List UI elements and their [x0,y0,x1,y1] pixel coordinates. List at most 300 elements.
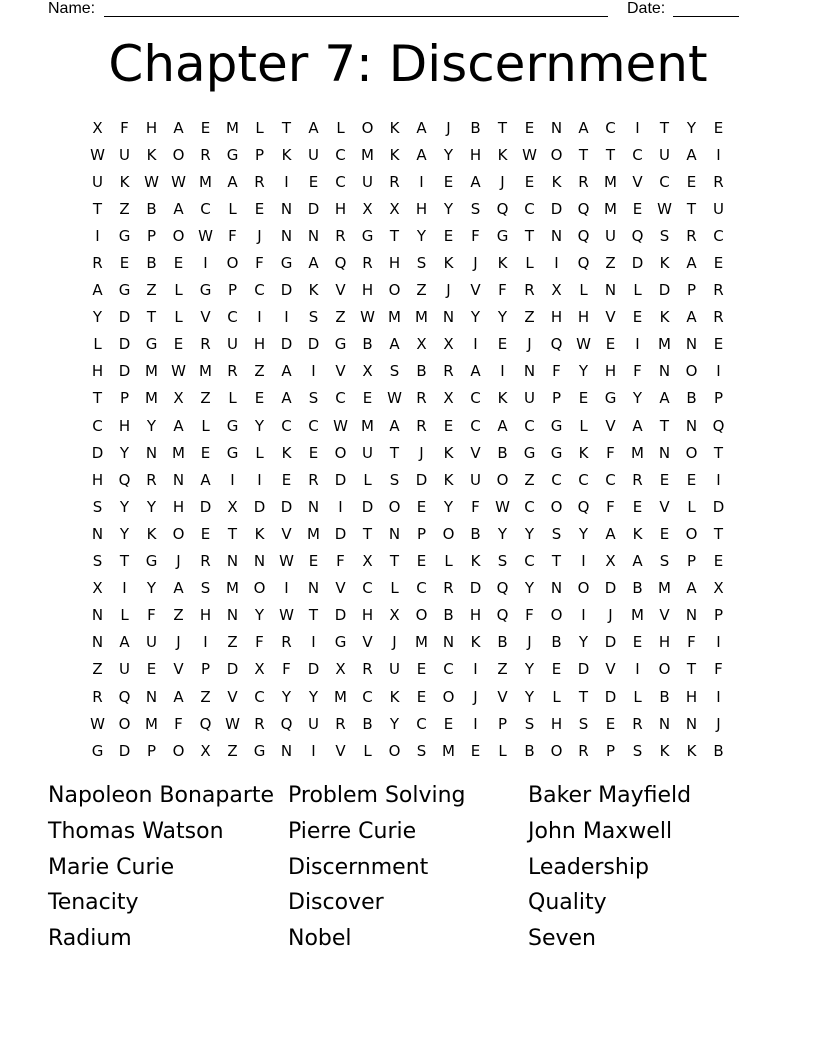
grid-letter: W [279,552,294,571]
grid-letter: S [497,552,508,571]
grid-letter: N [550,118,563,137]
grid-letter: O [334,443,347,462]
grid-letter: J [500,172,505,191]
grid-letter: G [280,254,293,273]
grid-letter: J [473,687,478,706]
grid-letter: F [174,714,183,733]
grid-letter: L [498,741,507,760]
grid-letter: Q [280,714,293,733]
grid-letter: L [174,308,183,327]
grid-letter: O [496,470,509,489]
grid-letter: K [281,145,292,164]
grid-letter: C [578,470,589,489]
grid-letter: T [92,199,103,218]
grid-letter: G [226,416,239,435]
grid-letter: R [713,281,724,300]
grid-letter: K [659,308,670,327]
grid-letter: G [226,145,239,164]
grid-letter: U [470,470,481,489]
grid-letter: E [173,254,184,273]
grid-letter: S [92,552,103,571]
grid-letter: D [307,199,320,218]
grid-letter: V [605,308,616,327]
grid-letter: I [419,172,424,191]
word-list-item: Napoleon Bonaparte [48,783,275,809]
grid-letter: G [334,335,347,354]
grid-letter: D [604,579,617,598]
grid-letter: W [387,389,402,408]
grid-letter: R [200,145,211,164]
grid-letter: E [713,118,724,137]
grid-letter: J [176,552,181,571]
grid-letter: T [362,524,373,543]
grid-letter: E [713,552,724,571]
grid-letter: G [118,281,131,300]
grid-letter: I [473,660,478,679]
grid-letter: R [578,172,589,191]
grid-letter: A [686,254,697,273]
grid-letter: A [686,145,697,164]
grid-letter: S [200,579,211,598]
grid-letter: N [307,497,320,516]
grid-letter: H [334,199,347,218]
grid-letter: O [172,145,185,164]
grid-letter: T [713,524,724,543]
grid-letter: H [658,633,671,652]
grid-letter: K [470,633,481,652]
grid-letter: I [311,362,316,381]
grid-letter: W [279,606,294,625]
page-title: Chapter 7: Discernment [108,35,708,93]
grid-letter: U [362,172,373,191]
grid-letter: W [522,145,537,164]
grid-letter: Q [334,254,347,273]
grid-letter: Z [200,389,211,408]
grid-letter: P [497,714,508,733]
grid-letter: U [605,226,616,245]
grid-letter: Y [686,118,697,137]
grid-letter: L [363,741,372,760]
grid-letter: I [338,497,343,516]
grid-letter: Z [416,281,427,300]
grid-letter: H [145,118,158,137]
grid-letter: T [659,416,670,435]
grid-letter: S [659,226,670,245]
grid-letter: O [226,254,239,273]
grid-letter: K [497,389,508,408]
grid-letter: N [172,470,185,489]
grid-letter: V [335,362,346,381]
grid-letter: G [145,335,158,354]
grid-letter: L [633,281,642,300]
grid-letter: V [470,443,481,462]
grid-letter: P [416,524,427,543]
grid-letter: F [471,226,480,245]
grid-letter: Q [496,579,509,598]
grid-letter: B [497,443,508,462]
grid-letter: Y [281,687,292,706]
grid-letter: R [713,308,724,327]
grid-letter: D [307,335,320,354]
grid-letter: O [550,145,563,164]
word-list-item: Quality [528,890,607,916]
grid-letter: R [443,579,454,598]
grid-letter: B [470,524,481,543]
grid-letter: J [446,118,451,137]
grid-letter: Q [631,226,644,245]
grid-letter: Y [119,524,130,543]
grid-letter: S [416,254,427,273]
grid-letter: S [389,362,400,381]
grid-letter: V [362,633,373,652]
word-list-item: Baker Mayfield [528,783,692,809]
grid-letter: R [146,470,157,489]
grid-letter: O [388,497,401,516]
grid-letter: W [171,362,186,381]
grid-letter: Z [227,633,238,652]
grid-letter: O [577,579,590,598]
grid-letter: K [146,145,157,164]
grid-letter: W [90,145,105,164]
grid-letter: Z [92,660,103,679]
grid-letter: M [199,362,212,381]
grid-letter: E [659,524,670,543]
grid-letter: D [658,281,671,300]
grid-letter: E [254,389,265,408]
grid-letter: Y [578,362,589,381]
grid-letter: T [497,118,508,137]
grid-letter: U [227,335,238,354]
word-list-item: Problem Solving [288,783,466,809]
grid-letter: D [226,660,239,679]
grid-letter: A [497,416,508,435]
grid-letter: Y [524,660,535,679]
grid-letter: G [550,416,563,435]
grid-letter: N [307,226,320,245]
grid-letter: H [415,199,428,218]
grid-letter: E [308,552,319,571]
grid-letter: Z [524,470,535,489]
grid-letter: S [308,308,319,327]
grid-letter: Q [118,470,131,489]
grid-letter: S [92,497,103,516]
grid-letter: K [443,254,454,273]
grid-letter: E [254,199,265,218]
grid-letter: L [687,497,696,516]
grid-letter: H [199,606,212,625]
grid-letter: C [200,199,211,218]
grid-letter: H [361,281,374,300]
grid-letter: G [523,443,536,462]
grid-letter: N [442,308,455,327]
grid-letter: P [200,660,211,679]
grid-letter: N [91,524,104,543]
grid-letter: N [280,226,293,245]
grid-letter: K [497,145,508,164]
grid-letter: W [90,714,105,733]
grid-letter: L [228,389,237,408]
grid-letter: E [578,389,589,408]
grid-letter: L [120,606,129,625]
grid-letter: H [388,254,401,273]
grid-letter: E [416,660,427,679]
grid-letter: G [118,226,131,245]
word-list-item: Discover [288,890,384,916]
grid-letter: T [146,308,157,327]
grid-letter: E [146,660,157,679]
grid-letter: E [713,335,724,354]
grid-letter: X [254,660,265,679]
grid-letter: U [389,660,400,679]
grid-letter: I [716,362,721,381]
grid-letter: Y [443,199,454,218]
grid-letter: T [308,606,319,625]
grid-letter: I [203,633,208,652]
grid-letter: Q [199,714,212,733]
grid-letter: H [118,416,131,435]
grid-letter: C [416,579,427,598]
grid-letter: T [119,552,130,571]
grid-letter: E [605,335,616,354]
grid-letter: N [253,552,266,571]
grid-letter: Y [524,687,535,706]
grid-letter: O [550,741,563,760]
grid-letter: L [579,281,588,300]
grid-letter: Y [416,226,427,245]
grid-letter: T [713,443,724,462]
grid-letter: I [716,145,721,164]
grid-letter: X [551,281,562,300]
grid-letter: U [146,633,157,652]
grid-letter: E [686,470,697,489]
grid-letter: K [389,118,400,137]
grid-letter: K [119,172,130,191]
grid-letter: T [578,687,589,706]
grid-letter: A [281,362,292,381]
grid-letter: Y [119,497,130,516]
grid-letter: W [171,172,186,191]
grid-letter: Y [146,416,157,435]
grid-letter: F [147,606,156,625]
grid-letter: R [92,687,103,706]
grid-letter: N [685,606,698,625]
grid-letter: X [227,497,238,516]
grid-letter: K [497,254,508,273]
grid-letter: O [253,579,266,598]
grid-letter: G [496,226,509,245]
grid-letter: C [713,226,724,245]
grid-letter: X [362,199,373,218]
grid-letter: N [658,362,671,381]
grid-letter: I [581,606,586,625]
grid-letter: B [659,687,670,706]
grid-letter: D [280,281,293,300]
grid-letter: E [200,118,211,137]
grid-letter: M [361,416,374,435]
grid-letter: D [118,308,131,327]
grid-letter: Q [577,497,590,516]
grid-letter: N [145,443,158,462]
grid-letter: D [550,199,563,218]
grid-letter: R [686,226,697,245]
grid-letter: V [497,687,508,706]
grid-letter: R [335,226,346,245]
word-list-item: Pierre Curie [288,819,417,845]
grid-letter: M [199,172,212,191]
grid-letter: B [551,633,562,652]
grid-letter: M [388,308,401,327]
grid-letter: H [469,145,482,164]
grid-letter: E [443,416,454,435]
grid-letter: D [118,741,131,760]
grid-letter: H [469,606,482,625]
word-list-item: Discernment [288,854,429,880]
grid-letter: A [173,118,184,137]
grid-letter: E [497,335,508,354]
grid-letter: Q [550,335,563,354]
grid-letter: N [523,362,536,381]
grid-letter: X [416,335,427,354]
grid-letter: D [199,497,212,516]
grid-letter: Y [254,606,265,625]
grid-letter: T [551,552,562,571]
grid-letter: W [576,335,591,354]
grid-letter: T [578,145,589,164]
grid-letter: Y [497,308,508,327]
grid-letter: U [362,443,373,462]
grid-letter: D [604,687,617,706]
grid-letter: I [716,470,721,489]
grid-letter: C [92,416,103,435]
grid-letter: A [416,118,427,137]
grid-letter: E [686,172,697,191]
grid-letter: J [527,633,532,652]
grid-letter: N [550,579,563,598]
grid-letter: E [173,335,184,354]
grid-letter: K [443,443,454,462]
grid-letter: Z [605,254,616,273]
grid-letter: R [362,660,373,679]
grid-letter: U [659,145,670,164]
grid-letter: D [280,497,293,516]
grid-letter: Q [118,687,131,706]
grid-letter: V [632,172,643,191]
grid-letter: T [605,145,616,164]
grid-letter: N [307,579,320,598]
grid-letter: Y [389,714,400,733]
grid-letter: N [226,552,239,571]
grid-letter: F [228,226,237,245]
grid-letter: E [416,552,427,571]
grid-letter: F [255,633,264,652]
grid-letter: L [525,254,534,273]
grid-letter: X [92,118,103,137]
grid-letter: F [606,497,615,516]
grid-letter: H [361,606,374,625]
grid-letter: R [416,416,427,435]
grid-letter: A [389,335,400,354]
grid-letter: S [470,199,481,218]
grid-letter: E [632,633,643,652]
date-blank-line [673,16,739,17]
grid-letter: G [253,741,266,760]
grid-letter: N [658,714,671,733]
grid-letter: N [685,416,698,435]
grid-letter: R [200,335,211,354]
grid-letter: H [91,470,104,489]
grid-letter: N [442,633,455,652]
grid-letter: A [416,145,427,164]
grid-letter: O [172,741,185,760]
word-list-item: Tenacity [48,890,139,916]
grid-letter: X [362,552,373,571]
grid-letter: R [335,714,346,733]
grid-letter: M [361,145,374,164]
grid-letter: I [257,470,262,489]
grid-letter: N [685,335,698,354]
grid-letter: M [172,443,185,462]
grid-letter: Y [497,524,508,543]
grid-letter: Q [496,199,509,218]
grid-letter: R [443,362,454,381]
grid-letter: H [253,335,266,354]
grid-letter: C [632,145,643,164]
grid-letter: F [687,633,696,652]
grid-letter: G [334,633,347,652]
grid-letter: M [604,172,617,191]
grid-letter: U [119,145,130,164]
grid-letter: A [92,281,103,300]
grid-letter: N [658,443,671,462]
grid-letter: E [416,687,427,706]
grid-letter: M [307,524,320,543]
grid-letter: I [581,552,586,571]
grid-letter: A [119,633,130,652]
grid-letter: O [685,524,698,543]
grid-letter: M [631,443,644,462]
grid-letter: L [552,687,561,706]
grid-letter: I [635,660,640,679]
grid-letter: B [470,118,481,137]
grid-letter: C [524,497,535,516]
grid-letter: B [146,199,157,218]
grid-letter: M [145,389,158,408]
grid-letter: C [362,579,373,598]
grid-letter: N [280,741,293,760]
grid-letter: F [336,552,345,571]
grid-letter: D [631,254,644,273]
grid-letter: L [228,199,237,218]
grid-letter: B [362,335,373,354]
grid-letter: V [173,660,184,679]
grid-letter: L [390,579,399,598]
grid-letter: L [201,416,210,435]
grid-letter: Z [254,362,265,381]
grid-letter: J [716,714,721,733]
grid-letter: C [335,172,346,191]
grid-letter: L [633,687,642,706]
grid-letter: M [145,362,158,381]
grid-letter: S [308,389,319,408]
grid-letter: B [632,579,643,598]
grid-letter: E [362,389,373,408]
grid-letter: R [389,172,400,191]
grid-letter: A [227,172,238,191]
grid-letter: A [308,254,319,273]
grid-letter: D [604,633,617,652]
grid-letter: T [659,118,670,137]
grid-letter: L [255,118,264,137]
